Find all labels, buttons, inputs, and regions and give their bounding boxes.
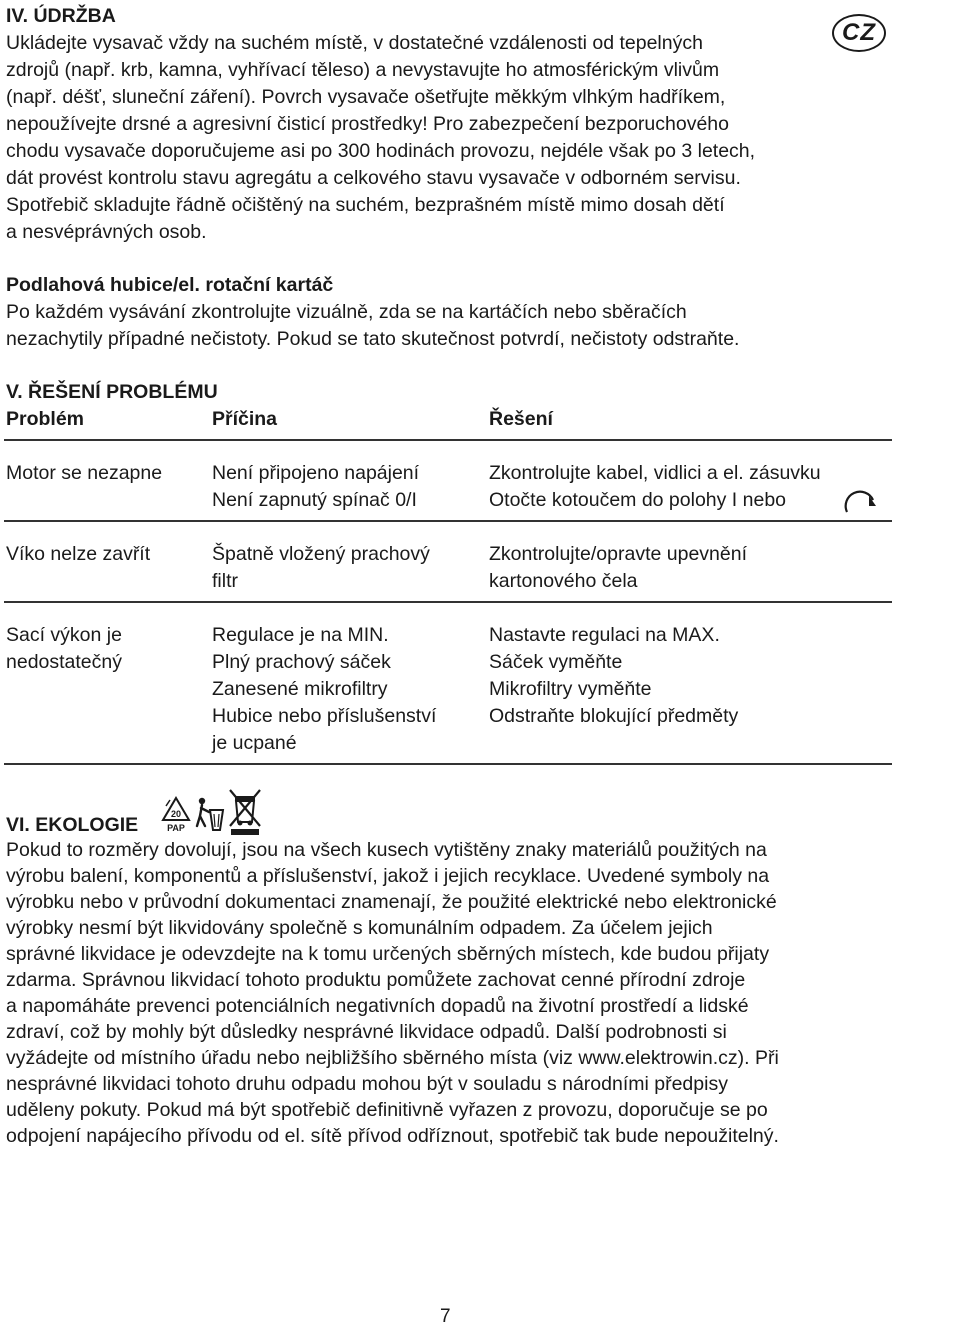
paragraph-line: Po každém vysávání zkontrolujte vizuálně, zda se na kartáčích nebo sběračích xyxy=(6,301,687,323)
paragraph-line: zdraví, což by mohly být důsledky nesprávné likvidace odpadů. Další podrobnosti si xyxy=(6,1021,727,1043)
recycle-number: 20 xyxy=(170,809,182,819)
tidyman-icon xyxy=(192,796,226,834)
solution-cell: Odstraňte blokující předměty xyxy=(489,705,739,727)
column-header-cause: Příčina xyxy=(212,408,278,430)
cause-cell: Regulace je na MIN. xyxy=(212,624,389,646)
problem-cell: nedostatečný xyxy=(6,651,123,673)
paragraph-line: nepoužívejte drsné a agresivní čisticí prostředky! Pro zabezpečení bezporuchového xyxy=(6,113,729,135)
table-divider xyxy=(4,439,892,441)
page-number: 7 xyxy=(440,1306,451,1327)
solution-cell: Mikrofiltry vyměňte xyxy=(489,678,652,700)
section-heading-troubleshooting: V. ŘEŠENÍ PROBLÉMU xyxy=(6,381,218,403)
cause-cell: Zanesené mikrofiltry xyxy=(212,678,388,700)
cause-cell: Plný prachový sáček xyxy=(212,651,391,673)
column-header-solution: Řešení xyxy=(489,408,553,430)
crossed-bin-icon xyxy=(226,786,264,836)
country-badge: CZ xyxy=(832,14,886,52)
paragraph-line: výrobky nesmí být likvidovány společně s komunálním odpadem. Za účelem jejich xyxy=(6,917,713,939)
solution-cell: Zkontrolujte/opravte upevnění xyxy=(489,543,747,565)
paragraph-line: nezachytily případné nečistoty. Pokud se tato skutečnost potvrdí, nečistoty odstraňte. xyxy=(6,328,740,350)
table-divider xyxy=(4,520,892,522)
problem-cell: Motor se nezapne xyxy=(6,462,163,484)
paragraph-line: a nesvéprávných osob. xyxy=(6,221,207,243)
paragraph-line: správné likvidace je odevzdejte na k tomu určených sběrných místech, kde budou přijaty xyxy=(6,943,770,965)
solution-cell: Nastavte regulaci na MAX. xyxy=(489,624,720,646)
section-heading-ecology: VI. EKOLOGIE xyxy=(6,814,139,836)
paragraph-line: a napomáháte prevenci potenciálních negativních dopadů na životní prostředí a lidské xyxy=(6,995,749,1017)
cause-cell: Hubice nebo příslušenství xyxy=(212,705,437,727)
paragraph-line: Spotřebič skladujte řádně očištěný na suchém, bezprašném místě mimo dosah dětí xyxy=(6,194,725,216)
recycle-pap-icon xyxy=(160,796,192,834)
paragraph-line: (např. déšť, sluneční záření). Povrch vysavače ošetřujte měkkým vlhkým hadříkem, xyxy=(6,86,726,108)
section-heading-maintenance: IV. ÚDRŽBA xyxy=(6,5,116,27)
column-header-problem: Problém xyxy=(6,408,85,430)
paragraph-line: chodu vysavače doporučujeme asi po 300 hodinách provozu, nejdéle však po 3 letech, xyxy=(6,140,756,162)
solution-cell: kartonového čela xyxy=(489,570,638,592)
cause-cell: filtr xyxy=(212,570,238,592)
table-divider xyxy=(4,601,892,603)
paragraph-line: Pokud to rozměry dovolují, jsou na všech kusech vytištěny znaky materiálů použitých na xyxy=(6,839,767,861)
problem-cell: Víko nelze zavřít xyxy=(6,543,151,565)
cause-cell: Není připojeno napájení xyxy=(212,462,420,484)
paragraph-line: výrobu balení, komponentů a příslušenství, jakož i jejich recyklace. Uvedené symboly na xyxy=(6,865,770,887)
problem-cell: Sací výkon je xyxy=(6,624,122,646)
solution-cell: Sáček vyměňte xyxy=(489,651,623,673)
solution-cell: Zkontrolujte kabel, vidlici a el. zásuvku xyxy=(489,462,821,484)
paragraph-line: uděleny pokuty. Pokud má být spotřebič definitivně vyřazen z provozu, doporučuje se po xyxy=(6,1099,768,1121)
recycle-code: PAP xyxy=(167,823,185,833)
paragraph-line: zdarma. Správnou likvidací tohoto produktu pomůžete zachovat cenné přírodní zdroje xyxy=(6,969,746,991)
dial-arc-icon xyxy=(843,490,879,514)
paragraph-line: Ukládejte vysavač vždy na suchém místě, v dostatečné vzdálenosti od tepelných xyxy=(6,32,703,54)
cause-cell: Není zapnutý spínač 0/I xyxy=(212,489,417,511)
cause-cell: Špatně vložený prachový xyxy=(212,543,430,565)
paragraph-line: vyžádejte od místního úřadu nebo nejbližšího sběrného místa (viz www.elektrowin.cz). Při xyxy=(6,1047,779,1069)
paragraph-line: výrobku nebo v průvodní dokumentaci znamenají, že použité elektrické nebo elektronické xyxy=(6,891,777,913)
table-divider xyxy=(4,763,892,765)
paragraph-line: zdrojů (např. krb, kamna, vyhřívací těleso) a nevystavujte ho atmosférickým vlivům xyxy=(6,59,720,81)
solution-cell: Otočte kotoučem do polohy I nebo xyxy=(489,489,787,511)
paragraph-line: dát provést kontrolu stavu agregátu a celkového stavu vysavače v odborném servisu. xyxy=(6,167,741,189)
sub-heading-floor-nozzle: Podlahová hubice/el. rotační kartáč xyxy=(6,274,334,296)
paragraph-line: nesprávné likvidaci tohoto druhu odpadu mohou být v souladu s národními předpisy xyxy=(6,1073,728,1095)
cause-cell: je ucpané xyxy=(212,732,297,754)
paragraph-line: odpojení napájecího přívodu od el. sítě přívod odříznout, spotřebič tak bude nepoužitelný. xyxy=(6,1125,779,1147)
